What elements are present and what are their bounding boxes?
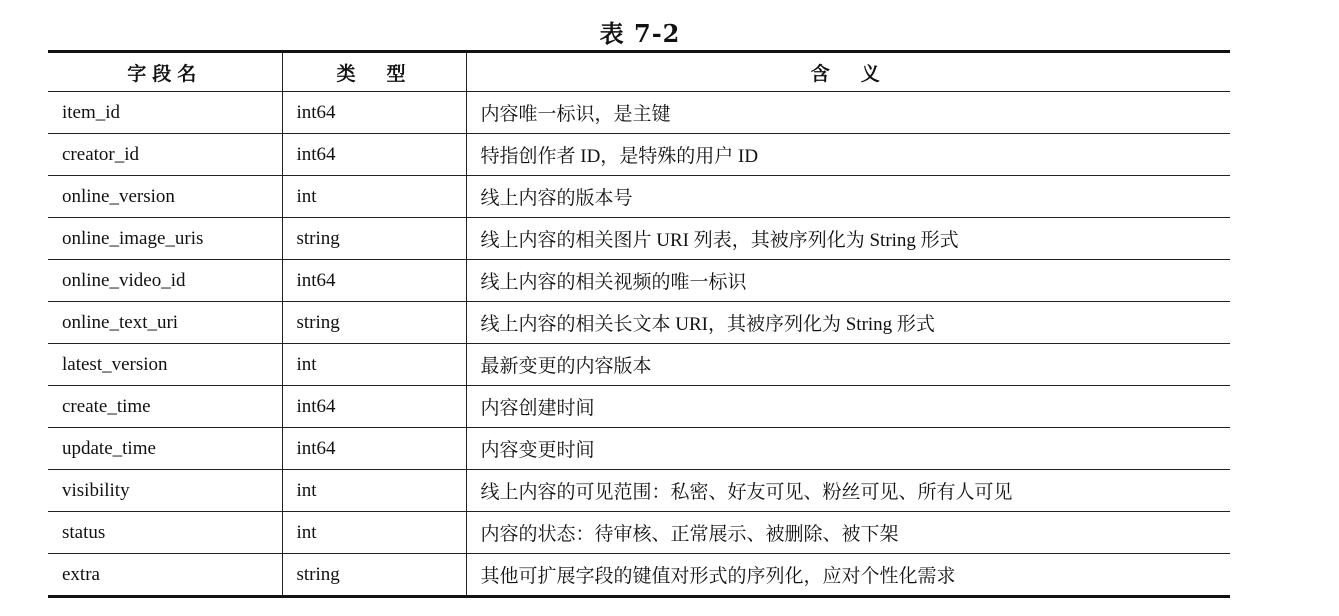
cell-field-name: create_time [48,386,282,428]
table-row [48,176,1230,218]
table-row [48,344,1230,386]
field-table [48,50,1230,598]
header-type: 类 型 [282,52,466,92]
cell-field-name: extra [48,554,282,597]
cell-field-name: creator_id [48,134,282,176]
cell-meaning: 内容创建时间 [466,386,1230,428]
cell-type: int64 [282,134,466,176]
cell-meaning: 内容的状态：待审核、正常展示、被删除、被下架 [466,512,1230,554]
table-row [48,554,1230,597]
table-row [48,302,1230,344]
cell-field-name: online_text_uri [48,302,282,344]
header-field-name: 字段名 [48,52,282,92]
table-row [48,134,1230,176]
table-row [48,512,1230,554]
cell-type: int [282,512,466,554]
cell-type: int64 [282,428,466,470]
cell-field-name: item_id [48,92,282,134]
cell-meaning: 线上内容的相关视频的唯一标识 [466,260,1230,302]
table-header-row [48,52,1230,92]
cell-field-name: online_version [48,176,282,218]
cell-type: int [282,470,466,512]
cell-meaning: 特指创作者 ID，是特殊的用户 ID [466,134,1230,176]
cell-field-name: update_time [48,428,282,470]
cell-type: int64 [282,92,466,134]
cell-field-name: online_image_uris [48,218,282,260]
cell-meaning: 内容变更时间 [466,428,1230,470]
table-row [48,470,1230,512]
cell-type: int [282,176,466,218]
table-row [48,218,1230,260]
cell-meaning: 线上内容的版本号 [466,176,1230,218]
cell-type: int [282,344,466,386]
field-table-container [48,50,1230,598]
cell-type: int64 [282,260,466,302]
cell-field-name: online_video_id [48,260,282,302]
cell-meaning: 线上内容的可见范围：私密、好友可见、粉丝可见、所有人可见 [466,470,1230,512]
cell-type: int64 [282,386,466,428]
cell-meaning: 内容唯一标识，是主键 [466,92,1230,134]
cell-meaning: 线上内容的相关图片 URI 列表，其被序列化为 String 形式 [466,218,1230,260]
cell-type: string [282,554,466,597]
cell-type: string [282,302,466,344]
cell-field-name: status [48,512,282,554]
header-meaning: 含 义 [466,52,1230,92]
table-caption: 表 7-2 [599,19,681,48]
table-row [48,386,1230,428]
cell-field-name: latest_version [48,344,282,386]
table-row [48,260,1230,302]
cell-meaning: 线上内容的相关长文本 URI，其被序列化为 String 形式 [466,302,1230,344]
cell-field-name: visibility [48,470,282,512]
cell-meaning: 最新变更的内容版本 [466,344,1230,386]
table-row [48,428,1230,470]
table-row [48,92,1230,134]
cell-meaning: 其他可扩展字段的键值对形式的序列化，应对个性化需求 [466,554,1230,597]
cell-type: string [282,218,466,260]
